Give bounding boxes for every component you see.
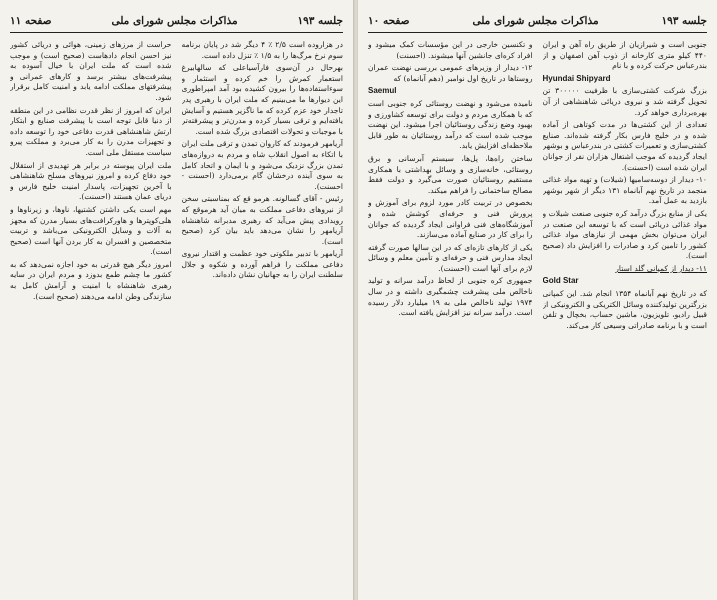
left-page-header [10,10,343,33]
paragraph: مهم است یکی داشتن کشتیها، ناوها، و زیرناوها و هلی‌کوپترها و هاورکرافت‌های بسیار مدرن که مجهز به آلات و وسایل الکترونیکی می‌باشد و تربیت متخصصین و افسران به کار بردن آنها است (صحیح است). [10,204,172,257]
paragraph: بخصوص در تربیت کادر مورد لزوم برای آموزش و پرورش فنی و حرفه‌ای کوشش شده و آموزشگاه‌های فنی فراوانی ایجاد گردیده که جوانان را برای کار در صنایع آماده می‌سازند. [368,198,533,240]
paragraph: ۱۰- دیدار از دوسه‌سامیها (شیلات) و تهیه مواد غذائی منجمد در تاریخ نهم آبانماه ۱۳۱ دیگر از شهر بوشهر بازدید به عمل آمد. [542,175,707,206]
paragraph: ایران که امروز از نظر قدرت نظامی در این منطقه از دنیا قابل توجه است با پیشرفت صنایع و ابتکار ارتش شاهنشاهی قدرت دفاعی خود را توسعه داده و تجهیزات مدرن را به کار می‌برد و مملکت پیرو سیاست مستقل ملی است. [10,105,172,157]
latin-term: Gold Star [542,276,579,286]
left-page-columns [10,40,343,594]
latin-term: Saemul [368,86,397,96]
left-session-number: جلسه ۱۹۳ [297,15,343,27]
paragraph: بهرحال در آن‌سوی فارآسیاعلی که سالهابیرغ استعمار کمرش را خم کرده و استثمار و سوءاستفاده‌ها را بیرون کشیده بود آمد امپراطوری این دیوارها ما می‌بینیم که ملت ایران با رهبری پدر تاجدار خود عزم کرده که ما ناگزیر هستیم و آسایش یافته‌ایم و ترقی بسیار کرده و مدرن‌تر و پیشرفته‌تر با موجبات و تحولات اقتصادی بزرگ شده است. [181,63,343,136]
right-page-column-right [543,40,708,594]
right-page-column-left [368,40,533,594]
paragraph: و تکنسین خارجی در این مؤسسات کمک میشود و افراد کره‌ای جانشین آنها میشوند. (احسنت) [368,40,533,60]
section-heading: ۱۲- دیدار از وزیرهای عمومی بررسی نهضت عمران روستاها در تاریخ اول نوامبر (دهم آبانماه) که [368,63,533,83]
paragraph: بزرگ شرکت کشتی‌سازی با ظرفیت ۳۰۰۰۰۰ تن تحویل گرفته شد و نیروی دریائی شاهنشاهی از آن بهره‌برداری خواهد کرد. [542,86,707,117]
left-header-title: مذاکرات مجلس شورای ملی [111,15,238,27]
right-header-title: مذاکرات مجلس شورای ملی [472,15,599,27]
paragraph: رئیس - آقای گسالونه. هرمو قع که بمناسبتی سخن از نیروهای دفاعی مملکت به میان آید هرموقع که رویدادی پیش می‌آید که رهبری مدبرانه شاهنشاه آریامهر را نشان می‌دهد باید بیان کرد (صحیح است). [181,194,343,246]
paragraph: تعدادی از این کشتی‌ها در مدت کوتاهی از آماده شده و در خلیج فارس بکار گرفته شده‌اند. صنایع کشتی‌سازی و تعمیرات کشتی در بندرعباس و بوشهر ایجاد گردیده که موجب اشتغال هزاران نفر از جوانان ایران شده است (احسنت). [542,120,707,172]
left-page [0,0,354,600]
paragraph: امروز دیگر هیچ قدرتی به خود اجازه نمی‌دهد که به کشور ما چشم طمع بدوزد و مردم ایران در سایه رهبری شاهنشاه با امنیت و آرامش کامل به سازندگی وطن ادامه می‌دهند (صحیح است). [10,259,172,301]
paragraph: آریامهر با تدبیر ملکوتی خود عظمت و اقتدار نیروی دفاعی مملکت را فراهم آورده و شکوه و جلال سلطنت ایران را به جهانیان نشان داده‌اند. [181,249,343,280]
section-heading: ۱۱- دیدار از کمپانی گلد استار [615,263,707,273]
paragraph: ملت ایران پیوسته در برابر هر تهدیدی از استقلال خود دفاع کرده و امروز نیروهای مسلح شاهنشاهی با آخرین تجهیزات، پاسدار امنیت خلیج فارس و دریای عمان هستند (احسنت). [10,160,172,202]
paragraph: آریامهر فرمودند که کاروان تمدن و ترقی ملت ایران با اتکاء به اصول انقلاب شاه و مردم به دروازه‌های تمدن بزرگ نزدیک می‌شود و با ایمان و اتحاد کامل به سوی آینده درخشان گام برمی‌دارد (احسنت - احسنت). [181,139,343,191]
paragraph: جمهوری کره جنوبی از لحاظ درآمد سرانه و تولید ناخالص ملی پیشرفت چشمگیری داشته و در سال ۱۹۷۴ تولید ناخالص ملی به ۱۹ میلیارد دلار رسیده است. درآمد سرانه نیز افزایش یافته است. [368,276,533,318]
paragraph: جنوبی است و شیرازیان از طریق راه آهن و ایران ۴۴۰ کیلو متری کارخانه از ذوب آهن اصفهان و از بندرعباس حرکت کرده و با نام [542,40,707,71]
right-page-number: صفحه ۱۰ [368,15,410,27]
paragraph: در هزاروده است ۲/۵ ٪ ۴ دیگر شد در پایان برنامه سوم نرخ مرگ‌ها را به ۱/۵ ٪ تنزل داده است. [181,40,343,60]
paragraph: یکی از منابع بزرگ درآمد کره جنوبی صنعت شیلات و مواد غذائی دریائی است که با توسعه این صنعت در ایران می‌توان بخش مهمی از نیازهای مواد غذائی کشور را تامین کرد و صادرات را افزایش داد (صحیح است). [542,208,707,261]
right-page [358,0,717,600]
right-session-number: جلسه ۱۹۳ [661,15,707,27]
right-page-header [368,10,707,33]
paragraph: حراست از مرزهای زمینی، هوائی و دریائی کشور نیز احسن انجام دادهاست (صحیح است) و موجب شده است که ملت ایران با خیال آسوده به پیشرفت‌های بیشتر برسد و کارهای عمرانی و پیشرفتهای مملکت ادامه یابد و امنیت کامل برقرار شود. [10,40,172,102]
paragraph: که در تاریخ نهم آبانماه ۱۳۵۴ انجام شد. این کمپانی بزرگترین تولیدکننده وسائل الکتریکی و الکترونیکی از قبیل رادیو، تلویزیون، ماشین حساب، بخچال و تلفن است و با برنامه صادراتی وسیعی کار می‌کند. [542,289,707,330]
paragraph: ساختن راه‌ها، پل‌ها، سیستم آبرسانی و برق روستائی، خانه‌سازی و وسائل بهداشتی با همکاری مستقیم روستائیان صورت می‌گیرد و دولت فقط مصالح ساختمانی را فراهم میکند. [368,153,533,195]
latin-term: Hyundai Shipyard [542,73,611,83]
left-page-column-left [10,40,172,594]
paragraph: یکی از کارهای تازه‌ای که در این سالها صورت گرفته ایجاد مدارس فنی و حرفه‌ای و تأمین معلم و وسائل لازم برای آنها است (احسنت). [368,242,533,273]
left-page-column-right [182,40,344,594]
paragraph: نامیده می‌شود و نهضت روستائی کره جنوبی است که با همکاری مردم و دولت برای توسعه کشاورزی و بهبود وضع زندگی روستائیان اجرا میشود. این نهضت موجب شده است که درآمد روستائیان به طور قابل ملاحظه‌ای افزایش یابد. [368,98,533,151]
right-page-columns [368,40,707,594]
left-page-number: صفحه ۱۱ [10,15,52,27]
